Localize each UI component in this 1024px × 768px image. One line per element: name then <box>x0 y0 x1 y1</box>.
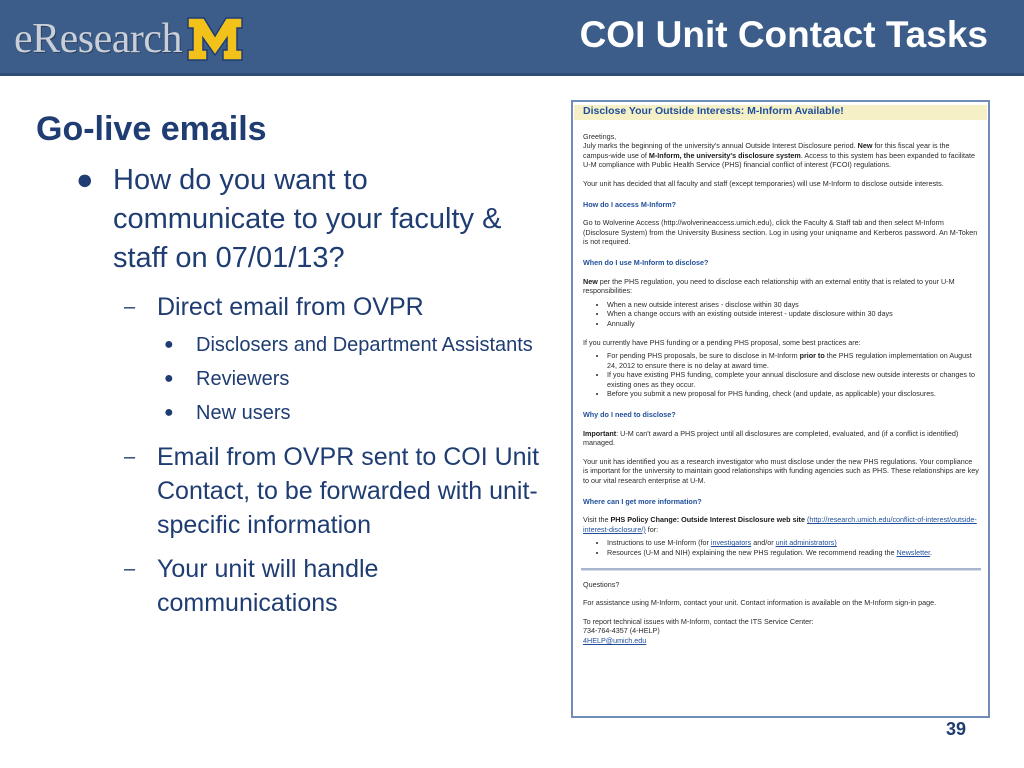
logo-text: eResearch <box>14 16 183 62</box>
email-preview <box>571 100 990 718</box>
bullet-dot-icon: ● <box>164 404 174 421</box>
bullet-dot-icon: ● <box>164 370 174 387</box>
list-item <box>36 366 546 392</box>
list-item <box>36 400 546 426</box>
email-assistance: For assistance using M-Inform, contact your unit. Contact information is available on the M-Inform sign-in page. <box>583 598 937 608</box>
email-questions: Questions? <box>583 579 620 589</box>
sub-bullet-text: Direct email from OVPR <box>157 293 424 321</box>
policy-site-link[interactable]: (http://research.umich.edu/conflict-of-interest/outside-interest-disclosure/) <box>583 515 977 534</box>
list-item: • Before you submit a new proposal for PHS funding, check (and update, as applicable) your disclosures. <box>607 389 979 399</box>
header-bar <box>0 0 1024 76</box>
email-when-text: New per the PHS regulation, you need to disclose each relationship with an external entity that is related to your U-M responsibilities: <box>583 276 955 296</box>
sub-bullet-unit-handles <box>36 552 546 620</box>
slide-body <box>36 110 546 628</box>
list-item: • Annually <box>607 319 979 329</box>
help-email-link[interactable]: 4HELP@umich.edu <box>583 635 647 645</box>
newsletter-link[interactable]: Newsletter <box>896 548 931 557</box>
email-access-text: Go to Wolverine Access (http://wolverineaccess.umich.edu), click the Faculty & Staff tab and then select M-Inform (Disclosure System) from the University Business section. Log in using your uniqname and Kerberos password. An M-Token is not required. <box>583 218 978 247</box>
list-item-text: Disclosers and Department Assistants <box>196 334 533 356</box>
list-item: • If you have existing PHS funding, complete your annual disclosure and disclose new outside interests or changes to existing ones as they occur. <box>607 370 979 389</box>
page-number: 39 <box>945 719 966 739</box>
block-m-logo-icon <box>186 14 244 64</box>
list-item: • Resources (U-M and NIH) explaining the new PHS regulation. We recommend reading the Newsletter. <box>607 548 979 558</box>
eresearch-logo <box>14 12 244 66</box>
email-when-list <box>583 300 979 329</box>
bullet-dot-icon: ● <box>76 164 94 196</box>
list-item: • When a change occurs with an existing outside interest - update disclosure within 30 days <box>607 309 979 319</box>
sub-bullet-text: Your unit will handle communications <box>157 555 379 617</box>
email-important: Important: U-M can't award a PHS project until all disclosures are completed, evaluated, and (if a conflict is identified) managed. <box>583 428 959 448</box>
investigators-link[interactable]: investigators <box>710 538 752 548</box>
sub-bullet-text: Email from OVPR sent to COI Unit Contact, to be forwarded with unit-specific information <box>157 443 540 539</box>
email-info-list <box>583 538 979 557</box>
email-tech-support: To report technical issues with M-Inform, contact the ITS Service Center: 734-764-4357 (4-HELP) 4HELP@umich.edu <box>583 616 814 645</box>
sub-bullet-forward-email <box>36 440 546 542</box>
slide-title: COI Unit Contact Tasks <box>579 14 988 55</box>
dash-icon: – <box>124 558 136 580</box>
main-bullet <box>36 161 546 278</box>
email-heading-why: Why do I need to disclose? <box>583 410 676 420</box>
email-heading-more-info: Where can I get more information? <box>583 496 702 506</box>
list-item: • When a new outside interest arises - disclose within 30 days <box>607 300 979 310</box>
email-title: Disclose Your Outside Interests: M-Inform Available! <box>574 105 987 120</box>
email-phs-funding: If you currently have PHS funding or a pending PHS proposal, some best practices are: <box>583 337 861 347</box>
main-bullet-text: How do you want to communicate to your faculty & staff on 07/01/13? <box>113 164 502 274</box>
email-research-text: Your unit has identified you as a research investigator who must disclose under the new PHS regulations. Your compliance is important for the university to maintain good relationships with funding agencies such as PHS. These relationships are key to our vital research enterprise at U-M. <box>583 456 979 486</box>
list-item <box>36 332 546 358</box>
email-unit-decision: Your unit has decided that all faculty and staff (except temporaries) will use M-Inform to disclose outside interests. <box>583 178 944 188</box>
unit-administrators-link[interactable]: unit administrators) <box>775 538 837 548</box>
email-heading-when: When do I use M-Inform to disclose? <box>583 257 709 267</box>
bullet-dot-icon: ● <box>164 336 174 353</box>
sub-bullet-direct-email <box>36 290 546 324</box>
list-item-text: New users <box>196 402 291 424</box>
email-visit: Visit the PHS Policy Change: Outside Interest Disclosure web site (http://research.umich.edu/conflict-of-interest/outside-interest-disclosure/) for: <box>583 515 977 534</box>
section-title: Go-live emails <box>36 110 267 148</box>
email-greeting: Greetings, July marks the beginning of the university's annual Outside Interest Disclosure period. New for this fiscal year is the campus-wide use of M-Inform, the university's disclosure system. Access to this system has been expanded to facilitate U-M compliance with Public Health Service (PHS) financial conflict of interest (FCOI) regulations. <box>583 131 976 170</box>
list-item-text: Reviewers <box>196 368 290 390</box>
list-item: • Instructions to use M-Inform (for investigators and/or unit administrators) <box>607 538 979 548</box>
dash-icon: – <box>124 296 136 318</box>
list-item: • For pending PHS proposals, be sure to disclose in M-Inform prior to the PHS regulation implementation on August 24, 2012 to ensure there is no delay at award time. <box>607 351 979 370</box>
email-heading-access: How do I access M-Inform? <box>583 199 677 209</box>
dash-icon: – <box>124 446 136 468</box>
divider <box>581 568 981 571</box>
email-best-practices <box>583 351 979 399</box>
